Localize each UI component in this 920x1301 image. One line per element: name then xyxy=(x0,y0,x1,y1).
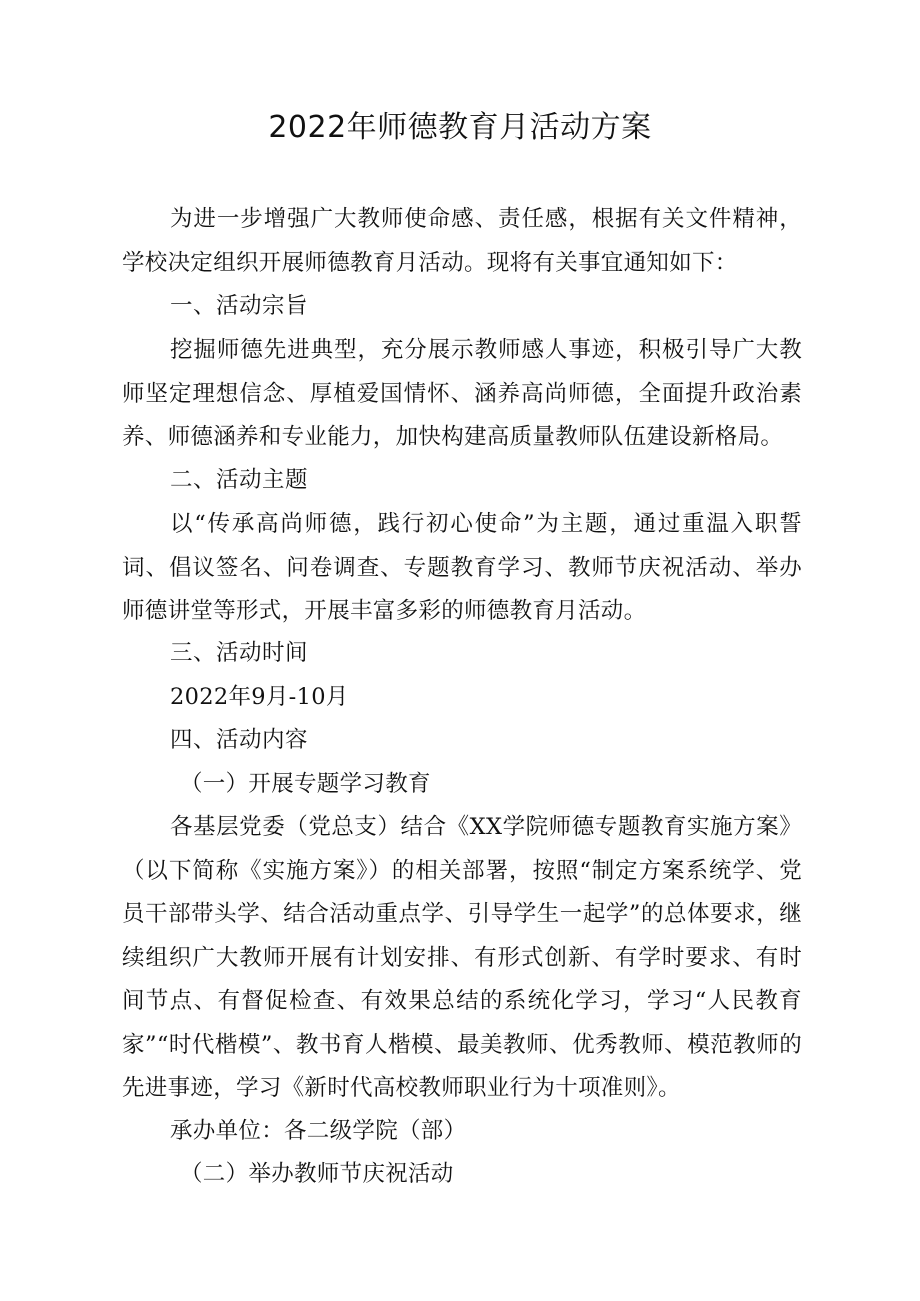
purpose-paragraph: 挖掘师德先进典型，充分展示教师感人事迹，积极引导广大教师坚定理想信念、厚植爱国情怀、涵养高尚师德，全面提升政治素养、师德涵养和专业能力，加快构建高质量教师队伍建设新格局。 xyxy=(122,337,802,450)
section-heading-time: 三、活动时间 xyxy=(170,640,309,666)
subsection-heading-study: （一）开展专题学习教育 xyxy=(180,771,431,797)
study-paragraph: 各基层党委（党总支）结合《XX学院师德专题教育实施方案》（以下简称《实施方案》）的相关部署，按照“制定方案系统学、党员干部带头学、结合活动重点学、引导学生一起学”的总体要求，继续组织广大教师开展有计划安排、有形式创新、有学时要求、有时间节点、有督促检查、有效果总结的系统化学习，学习“人民教育家”“时代楷模”、教书育人楷模、最美教师、优秀教师、模范教师的先进事迹，学习《新时代高校教师职业行为十项准则》。 xyxy=(122,814,802,1101)
subsection-heading-celebration: （二）举办教师节庆祝活动 xyxy=(180,1161,454,1187)
organizer-line: 承办单位：各二级学院（部） xyxy=(170,1118,467,1144)
theme-paragraph: 以“传承高尚师德，践行初心使命”为主题，通过重温入职誓词、倡议签名、问卷调查、专题教育学习、教师节庆祝活动、举办师德讲堂等形式，开展丰富多彩的师德教育月活动。 xyxy=(122,511,802,624)
section-heading-purpose: 一、活动宗旨 xyxy=(170,293,309,319)
intro-paragraph: 为进一步增强广大教师使命感、责任感，根据有关文件精神，学校决定组织开展师德教育月活动。现将有关事宜通知如下： xyxy=(122,206,802,276)
section-heading-theme: 二、活动主题 xyxy=(170,467,309,493)
time-paragraph: 2022年9月-10月 xyxy=(170,684,349,710)
document-title: 2022年师德教育月活动方案 xyxy=(268,110,652,145)
section-heading-content: 四、活动内容 xyxy=(170,727,309,753)
